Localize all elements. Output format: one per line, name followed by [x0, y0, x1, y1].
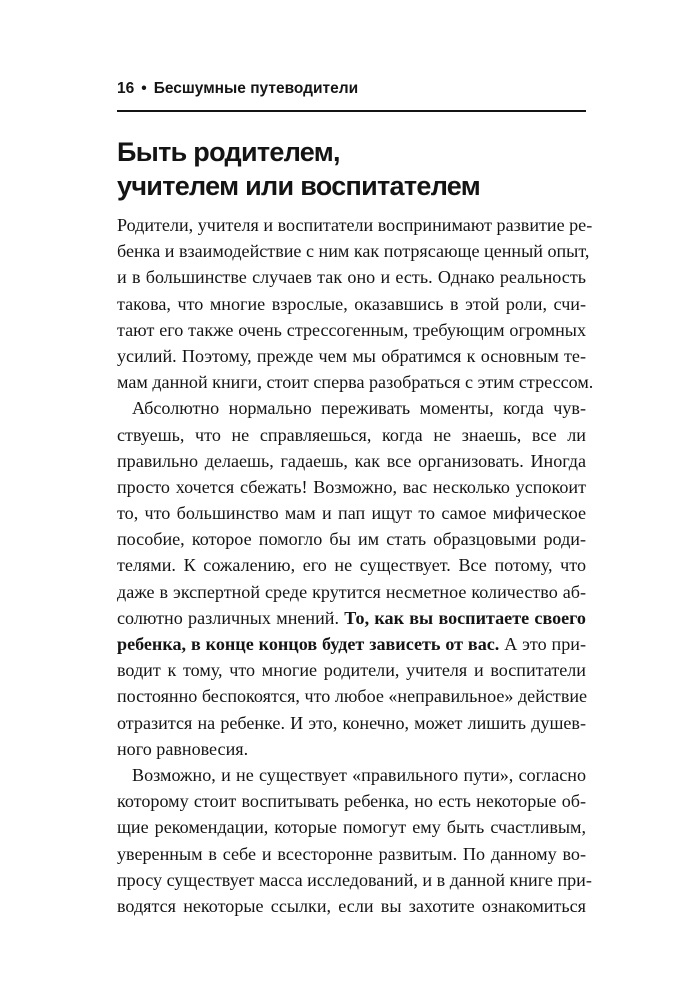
- text-line: мам данной книги, стоит сперва разобраться с этим стрессом.: [117, 372, 594, 393]
- text-line: ствуешь, что не справляешься, когда не знаешь, все ли: [117, 424, 586, 445]
- page-number: 16: [117, 80, 135, 97]
- text-line: уверенным в себе и всесторонне развитым. По данному во-: [117, 843, 586, 864]
- text-line: пособие, которое помогло бы им стать образцовыми роди-: [117, 529, 586, 550]
- text-fragment: солютно различных мнений.: [117, 607, 339, 628]
- emphasis-text: То, как вы воспитаете своего: [344, 607, 586, 628]
- text-line: которому стоит воспитывать ребенка, но есть некоторые об-: [117, 791, 586, 812]
- running-header: [117, 80, 586, 112]
- emphasis-text: ребенка, в конце концов будет зависеть от вас.: [117, 634, 500, 654]
- section-title-line-1: Быть родителем,: [117, 137, 340, 167]
- text-line: Абсолютно нормально переживать моменты, когда чув-: [132, 398, 586, 419]
- text-line: водятся некоторые ссылки, если вы захотите ознакомиться: [117, 895, 586, 916]
- text-line: просто хочется сбежать! Возможно, вас несколько успокоит: [117, 476, 586, 497]
- body-text: [117, 212, 594, 919]
- text-line: отразится на ребенке. И это, конечно, может лишить душев-: [117, 712, 586, 733]
- text-line: просу существует масса исследований, и в данной книге при-: [117, 869, 592, 890]
- section-title: [117, 135, 586, 203]
- text-fragment: А это при-: [504, 634, 586, 654]
- text-line: щие рекомендации, которые помогут ему быть счастливым,: [117, 817, 586, 838]
- text-line: усилий. Поэтому, прежде чем мы обратимся к основным те-: [117, 345, 586, 366]
- paragraph-1: [117, 212, 594, 395]
- section-title-line-2: учителем или воспитателем: [117, 171, 481, 201]
- text-line: правильно делаешь, гадаешь, как все организовать. Иногда: [117, 450, 586, 471]
- paragraph-2: [117, 395, 586, 762]
- text-line-mixed: [117, 631, 586, 657]
- book-title: Бесшумные путеводители: [153, 80, 359, 97]
- text-line: бенка и взаимодействие с ним как потрясающе ценный опыт,: [117, 241, 590, 262]
- text-line-mixed: [117, 605, 586, 631]
- text-line: Родители, учителя и воспитатели воспринимают развитие ре-: [117, 215, 593, 235]
- text-line: ного равновесия.: [117, 738, 249, 759]
- text-line: Возможно, и не существует «правильного пути», согласно: [132, 764, 586, 785]
- text-line: такова, что многие взрослые, оказавшись в этой роли, счи-: [117, 293, 586, 314]
- paragraph-3: [117, 762, 592, 919]
- text-line: постоянно беспокоятся, что любое «неправильное» действие: [117, 686, 588, 707]
- text-line: даже в экспертной среде крутится несметное количество аб-: [117, 581, 586, 602]
- text-line: и в большинстве случаев так оно и есть. Однако реальность: [117, 267, 586, 288]
- text-line: тают его также очень стрессогенным, требующим огромных: [117, 319, 586, 340]
- text-line: водит к тому, что многие родители, учителя и воспитатели: [117, 660, 586, 681]
- text-line: то, что большинство мам и пап ищут то самое мифическое: [117, 503, 586, 524]
- header-separator: •: [141, 80, 147, 97]
- text-line: телями. К сожалению, его не существует. Все потому, что: [117, 555, 586, 576]
